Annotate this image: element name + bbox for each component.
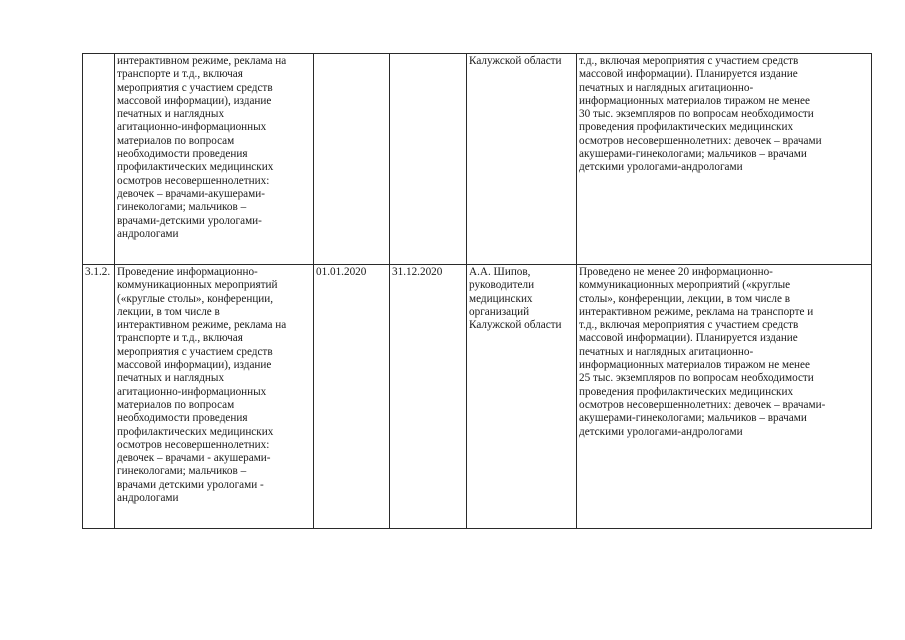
- start-date-cell: [314, 54, 390, 265]
- activity-title-cell: интерактивном режиме, реклама на транспорте и т.д., включая мероприятия с участием средств массовой информации), издание печатных и наглядных агитационно-информационных материалов по вопросам необходимости проведения профилактических медицинских осмотров несовершеннолетних: девочек – врачами-акушерами- гинекологами; мальчиков – врачами-детскими урологами- андрологами: [115, 54, 314, 265]
- item-number-cell: 3.1.2.: [83, 265, 115, 529]
- table-row-3-1-2: [83, 265, 872, 529]
- end-date-cell: [390, 54, 467, 265]
- activity-title-cell: Проведение информационно- коммуникационных мероприятий («круглые столы», конференции, лекции, в том числе в интерактивном режиме, реклама на транспорте и т.д., включая мероприятия с участием средств массовой информации), издание печатных и наглядных агитационно-информационных материалов по вопросам необходимости проведения профилактических медицинских осмотров несовершеннолетних: девочек – врачами - акушерами- гинекологами; мальчиков – врачами детскими урологами - андрологами: [115, 265, 314, 529]
- start-date-cell: 01.01.2020: [314, 265, 390, 529]
- result-cell: Проведено не менее 20 информационно- коммуникационных мероприятий («круглые столы», конференции, лекции, в том числе в интерактивном режиме, реклама на транспорте и т.д., включая мероприятия с участием средств массовой информации). Планируется издание печатных и наглядных агитационно- информационных материалов тиражом не менее 25 тыс. экземпляров по вопросам необходимости проведения профилактических медицинских осмотров несовершеннолетних: девочек – врачами- акушерами-гинекологами; мальчиков – врачами детскими урологами-андрологами: [577, 265, 872, 529]
- responsible-cell: А.А. Шипов, руководители медицинских организаций Калужской области: [467, 265, 577, 529]
- result-cell: т.д., включая мероприятия с участием средств массовой информации). Планируется издание печатных и наглядных агитационно- информационных материалов тиражом не менее 30 тыс. экземпляров по вопросам необходимости проведения профилактических медицинских осмотров несовершеннолетних: девочек – врачами акушерами-гинекологами; мальчиков – врачами детскими урологами-андрологами: [577, 54, 872, 265]
- end-date-cell: 31.12.2020: [390, 265, 467, 529]
- table-row-continued: [83, 54, 872, 265]
- responsible-cell: Калужской области: [467, 54, 577, 265]
- item-number-cell: [83, 54, 115, 265]
- plan-table: [82, 53, 872, 529]
